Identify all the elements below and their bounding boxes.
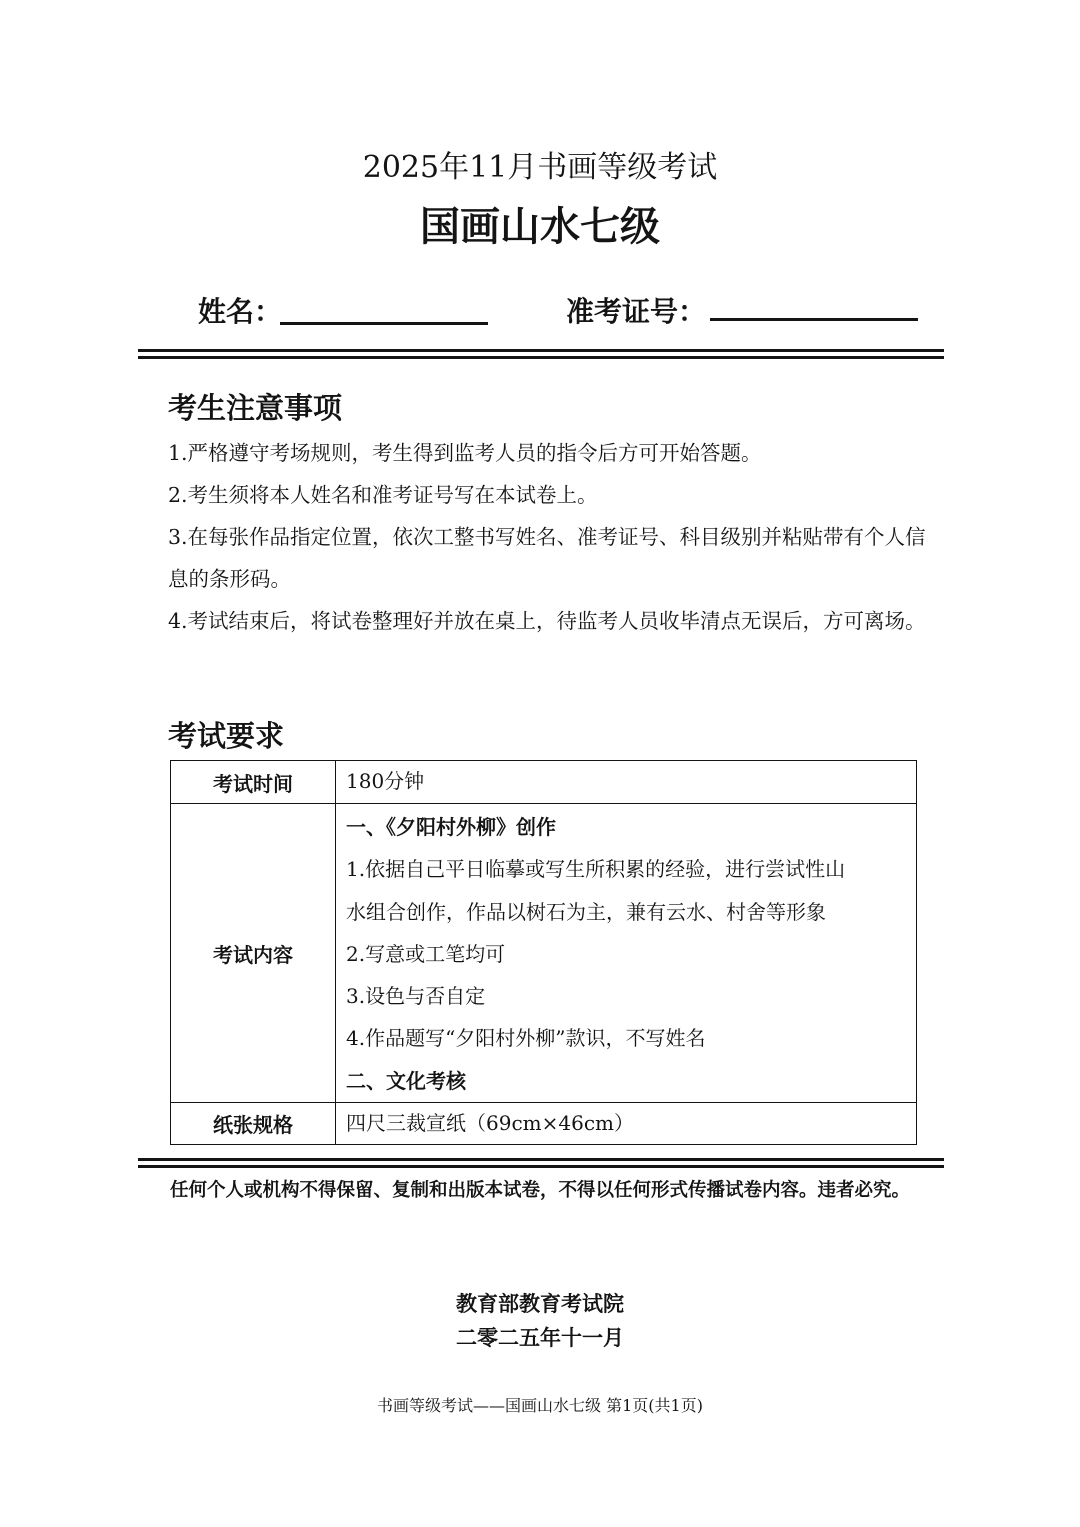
requirements-table	[170, 760, 917, 1145]
content-line: 3.设色与否自定	[346, 984, 486, 1009]
name-blank	[280, 322, 488, 325]
requirements-title: 考试要求	[168, 719, 285, 753]
table-row	[171, 1103, 917, 1145]
exam-id-label: 准考证号：	[566, 295, 707, 328]
notice-item: 4.考试结束后，将试卷整理好并放在桌上，待监考人员收毕清点无误后，方可离场。	[168, 609, 926, 633]
notice-item: 2.考生须将本人姓名和准考证号写在本试卷上。	[168, 483, 598, 507]
name-label: 姓名：	[198, 295, 283, 328]
time-value: 180分钟	[336, 761, 917, 804]
notice-item: 3.在每张作品指定位置，依次工整书写姓名、准考证号、科目级别并粘贴带有个人信息的条形码。	[168, 525, 926, 591]
paper-label: 纸张规格	[171, 1103, 336, 1145]
exam-session-title: 2025年11月书画等级考试	[362, 150, 718, 185]
notice-item: 1.严格遵守考场规则，考生得到监考人员的指令后方可开始答题。	[168, 441, 762, 465]
exam-subject-title: 国画山水七级	[420, 203, 660, 250]
content-line: 4.作品题写“夕阳村外柳”款识，不写姓名	[346, 1026, 706, 1051]
paper-value: 四尺三裁宣纸（69cm×46cm）	[336, 1103, 917, 1145]
issuer-date: 二零二五年十一月	[456, 1326, 624, 1350]
copyright-warning: 任何个人或机构不得保留、复制和出版本试卷，不得以任何形式传播试卷内容。违者必究。	[169, 1180, 910, 1201]
content-label: 考试内容	[171, 804, 336, 1103]
content-value	[336, 804, 917, 1103]
divider-top-1	[138, 349, 944, 352]
table-row	[171, 761, 917, 804]
exam-id-blank	[710, 318, 918, 321]
notice-title: 考生注意事项	[168, 391, 343, 425]
page-footer: 书画等级考试——国画山水七级 第1页(共1页)	[377, 1396, 703, 1415]
divider-bottom-1	[138, 1158, 944, 1161]
content-line: 水组合创作，作品以树石为主，兼有云水、村舍等形象	[346, 899, 826, 924]
content-line: 1.依据自己平日临摹或写生所积累的经验，进行尝试性山	[346, 857, 846, 882]
notice-list	[168, 432, 928, 642]
table-row	[171, 804, 917, 1103]
divider-top-2	[138, 356, 944, 359]
divider-bottom-2	[138, 1165, 944, 1168]
content-line: 一、《夕阳村外柳》创作	[346, 815, 556, 839]
issuer-org: 教育部教育考试院	[456, 1292, 624, 1316]
time-label: 考试时间	[171, 761, 336, 804]
content-line: 2.写意或工笔均可	[346, 941, 506, 966]
content-line: 二、文化考核	[346, 1068, 466, 1093]
